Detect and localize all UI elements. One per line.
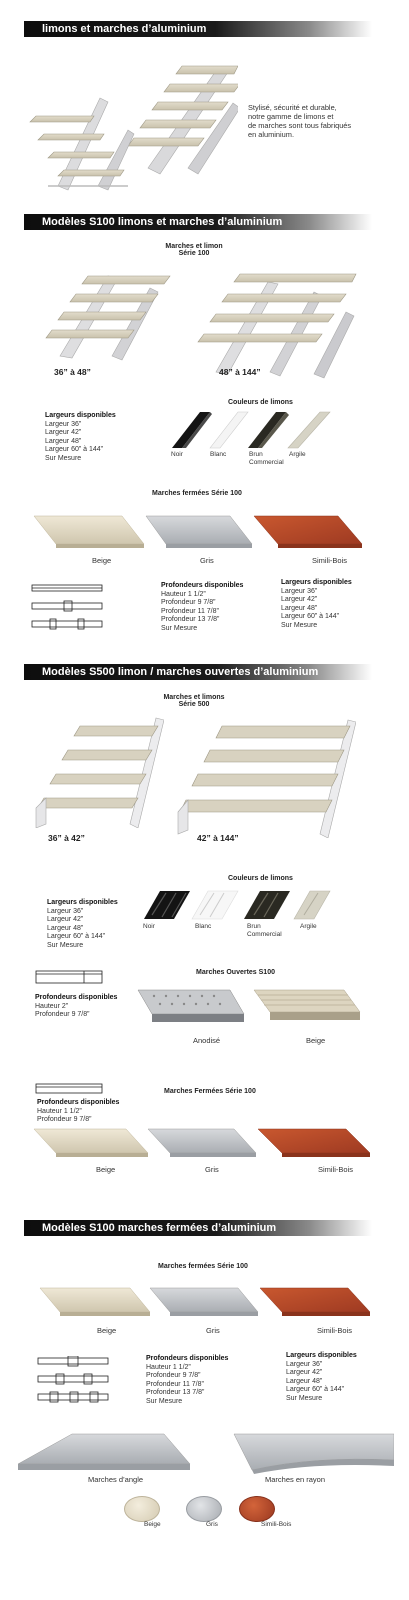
swatch-beige	[124, 1496, 160, 1522]
intro-desc-line: en aluminium.	[248, 130, 295, 139]
s500-finish-gris: Gris	[205, 1165, 219, 1174]
s100-depth-profiles	[30, 583, 108, 631]
swatch-bois	[239, 1496, 275, 1522]
color-label-brun: Brun Commercial	[249, 451, 284, 466]
s4-width-item: Sur Mesure	[286, 1394, 323, 1402]
stair-illustration-s500-small	[34, 712, 164, 828]
s4-depth-item: Profondeur 11 7/8”	[146, 1380, 204, 1388]
s500-color-argile: Argile	[300, 923, 317, 930]
finish-label-beige: Beige	[92, 556, 112, 565]
s100-closed-step-samples	[30, 512, 380, 552]
color-label-noir: Noir	[171, 451, 183, 458]
s4-finish-bois: Simili-Bois	[317, 1326, 353, 1335]
s100-widths2-title: Largeurs disponibles	[281, 579, 352, 586]
s100-widths-block	[45, 412, 116, 464]
s100-width2-item: Sur Mesure	[281, 621, 318, 629]
s100-width-item: Largeur 36”	[45, 420, 82, 428]
s100-dim-left: 36” à 48”	[54, 367, 91, 377]
s100-width-item: Largeur 42”	[45, 429, 82, 437]
s4-depth-item: Hauteur 1 1/2”	[146, 1363, 191, 1371]
s4-width-item: Largeur 42”	[286, 1369, 323, 1377]
angle-step-label: Marches d’angle	[88, 1475, 144, 1484]
open-finish-anodise: Anodisé	[193, 1036, 221, 1045]
s500-open-step-samples	[132, 986, 372, 1030]
s500-depth-item: Profondeur 9 7/8”	[35, 1011, 90, 1019]
intro-description	[248, 103, 351, 139]
finish-label-bois: Simili-Bois	[312, 556, 348, 565]
s4-depth-profiles	[36, 1356, 114, 1404]
s100-width-item: Sur Mesure	[45, 454, 82, 462]
s4-width-item: Largeur 48”	[286, 1377, 323, 1385]
s500-depth-item: Hauteur 2”	[35, 1002, 69, 1010]
s100-dim-right: 48” à 144”	[219, 367, 261, 377]
s500-width-item: Largeur 60” à 144”	[47, 933, 105, 941]
s100-stairs-title-line2: Série 100	[178, 250, 210, 257]
s500-color-blanc: Blanc	[195, 923, 212, 930]
s100-width-item: Largeur 60” à 144”	[45, 446, 103, 454]
s4-widths-block	[286, 1352, 357, 1404]
s500-stairs-title-line2: Série 500	[178, 701, 210, 708]
s100-widths2-block	[281, 579, 352, 631]
s500-open-title: Marches Ouvertes S100	[196, 969, 275, 976]
s100-depth-item: Profondeur 13 7/8”	[161, 616, 220, 624]
s100-stairs-title-line1: Marches et limon	[165, 243, 223, 250]
stair-illustration-s100-small	[42, 266, 172, 362]
s500-stairs-title	[140, 694, 248, 708]
s500-depths2-title: Profondeurs disponibles	[37, 1099, 120, 1106]
s100-stairs-title	[140, 243, 248, 257]
s500-widths-block	[47, 899, 118, 951]
s4-depth-item: Sur Mesure	[146, 1397, 183, 1405]
swatch-label-beige: Beige	[144, 1521, 161, 1528]
s4-finish-beige: Beige	[97, 1326, 117, 1335]
stair-illustration-s100-large	[196, 262, 358, 380]
finish-label-gris: Gris	[200, 556, 214, 565]
swatch-label-bois: Simili-Bois	[261, 1521, 292, 1528]
s500-width-item: Largeur 48”	[47, 924, 84, 932]
s100-depth-item: Sur Mesure	[161, 624, 198, 632]
s100-width2-item: Largeur 36”	[281, 587, 318, 595]
stair-illustration-intro	[28, 58, 238, 193]
s4-width-item: Largeur 36”	[286, 1360, 323, 1368]
color-label-blanc: Blanc	[210, 451, 227, 458]
section-banner-s100-closed: Modèles S100 marches fermées d’aluminium	[24, 1220, 372, 1236]
s500-finish-bois: Simili-Bois	[318, 1165, 354, 1174]
s4-special-steps	[14, 1430, 394, 1474]
s100-stringer-colors	[170, 410, 335, 450]
s500-width-item: Sur Mesure	[47, 941, 84, 949]
s100-width-item: Largeur 48”	[45, 437, 82, 445]
s500-dim-right: 42” à 144”	[197, 833, 239, 843]
open-finish-beige: Beige	[306, 1036, 326, 1045]
s100-depth-item: Profondeur 11 7/8”	[161, 607, 219, 615]
section-banner-s100: Modèles S100 limons et marches d’aluminium	[24, 214, 372, 230]
s100-colors-title: Couleurs de limons	[228, 399, 293, 406]
s100-width2-item: Largeur 42”	[281, 596, 318, 604]
s500-widths-title: Largeurs disponibles	[47, 899, 118, 906]
s500-stairs-title-line1: Marches et limons	[163, 694, 225, 701]
s500-colors-title: Couleurs de limons	[228, 875, 293, 882]
s500-closed-profile	[34, 1081, 106, 1097]
s500-closed-title: Marches Fermées Série 100	[164, 1088, 256, 1095]
s500-closed-step-samples	[30, 1125, 380, 1161]
s500-depths-title: Profondeurs disponibles	[35, 994, 118, 1001]
s500-color-noir: Noir	[143, 923, 155, 930]
s4-finish-gris: Gris	[206, 1326, 220, 1335]
s4-widths-title: Largeurs disponibles	[286, 1352, 357, 1359]
section-banner-intro: limons et marches d’aluminium	[24, 21, 372, 37]
s500-dim-left: 36” à 42”	[48, 833, 85, 843]
s500-depths-block	[35, 994, 117, 1020]
intro-desc-line: notre gamme de limons et	[248, 112, 334, 121]
s4-closed-step-samples	[36, 1284, 376, 1320]
swatch-label-gris: Gris	[206, 1521, 218, 1528]
s100-depth-item: Profondeur 9 7/8”	[161, 599, 216, 607]
s100-depths-title: Profondeurs disponibles	[161, 582, 244, 589]
s100-depth-item: Hauteur 1 1/2”	[161, 590, 206, 598]
s4-depths-block	[146, 1355, 228, 1407]
stair-illustration-s500-large	[176, 712, 356, 838]
s500-stringer-colors	[142, 889, 332, 921]
s4-depth-item: Profondeur 13 7/8”	[146, 1389, 205, 1397]
s500-finish-beige: Beige	[96, 1165, 116, 1174]
radius-step-label: Marches en rayon	[265, 1475, 326, 1484]
s500-depth2-item: Hauteur 1 1/2”	[37, 1107, 82, 1115]
intro-desc-line: Stylisé, sécurité et durable,	[248, 103, 337, 112]
swatch-gris	[186, 1496, 222, 1522]
intro-desc-line: de marches sont tous fabriqués	[248, 121, 352, 130]
s500-width-item: Largeur 36”	[47, 907, 84, 915]
s500-color-brun: Brun Commercial	[247, 923, 282, 938]
s500-width-item: Largeur 42”	[47, 916, 84, 924]
s500-open-profile	[34, 968, 106, 986]
s4-width-item: Largeur 60” à 144”	[286, 1386, 344, 1394]
s100-width2-item: Largeur 48”	[281, 604, 318, 612]
section-banner-s500: Modèles S500 limon / marches ouvertes d’aluminium	[24, 664, 372, 680]
s100-widths-title: Largeurs disponibles	[45, 412, 116, 419]
s4-depths-title: Profondeurs disponibles	[146, 1355, 229, 1362]
s4-closed-title: Marches fermées Série 100	[158, 1263, 248, 1270]
s100-width2-item: Largeur 60” à 144”	[281, 613, 339, 621]
s500-depth2-item: Profondeur 9 7/8”	[37, 1116, 92, 1124]
s100-closed-title: Marches fermées Série 100	[152, 490, 242, 497]
color-label-argile: Argile	[289, 451, 306, 458]
s4-depth-item: Profondeur 9 7/8”	[146, 1372, 201, 1380]
s100-depths-block	[161, 582, 243, 634]
s500-depths2-block	[37, 1099, 119, 1125]
